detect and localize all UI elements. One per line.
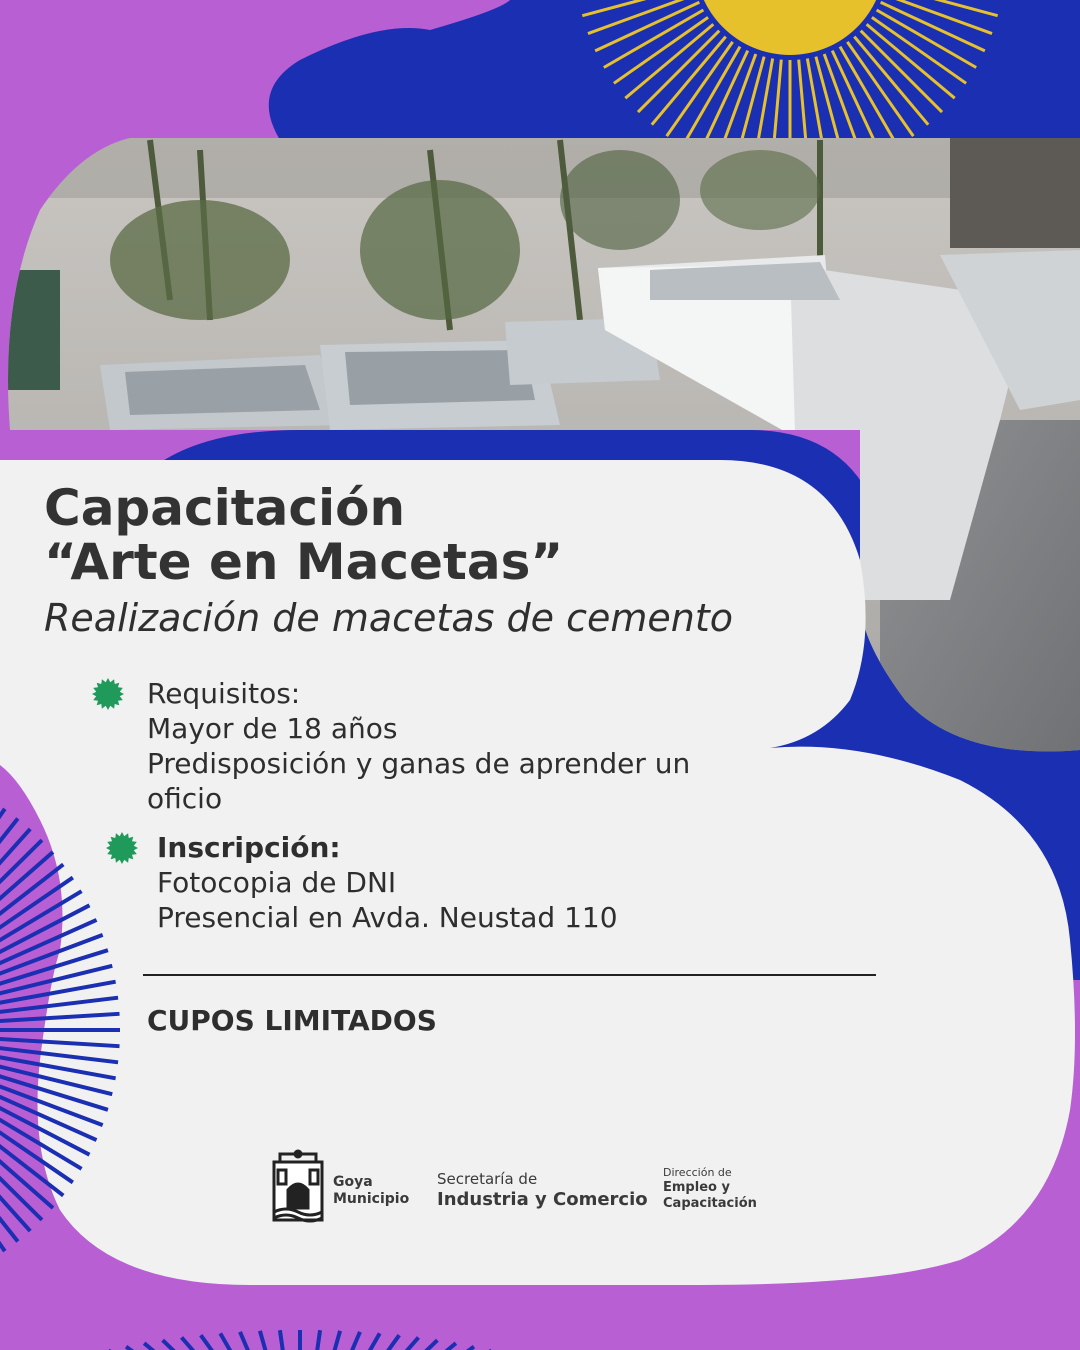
starburst-bullet-icon bbox=[106, 832, 138, 864]
inscripcion-heading: Inscripción: bbox=[157, 831, 341, 864]
requisitos-section bbox=[147, 676, 690, 816]
direccion-name-2: Capacitación bbox=[663, 1196, 757, 1211]
divider bbox=[143, 974, 876, 976]
secretaria-logo bbox=[437, 1170, 648, 1211]
cupos-limitados-notice: CUPOS LIMITADOS bbox=[147, 1004, 437, 1037]
inscripcion-item: Fotocopia de DNI bbox=[157, 866, 397, 899]
starburst-bullet-icon bbox=[92, 678, 124, 710]
requisito-item: oficio bbox=[147, 782, 223, 815]
requisito-item: Predisposición y ganas de aprender un bbox=[147, 747, 691, 780]
requisito-item: Mayor de 18 años bbox=[147, 712, 398, 745]
secretaria-name: Industria y Comercio bbox=[437, 1189, 648, 1210]
goya-municipio: Municipio bbox=[333, 1191, 410, 1207]
subtitle: Realización de macetas de cemento bbox=[44, 596, 733, 640]
direccion-label: Dirección de bbox=[663, 1166, 732, 1179]
goya-name: Goya bbox=[333, 1174, 373, 1190]
goya-building-icon bbox=[274, 1151, 322, 1221]
title-line-1: Capacitación bbox=[44, 479, 406, 537]
direccion-logo bbox=[663, 1165, 757, 1212]
direccion-name-1: Empleo y bbox=[663, 1180, 730, 1195]
title-line-2: “Arte en Macetas” bbox=[44, 533, 564, 591]
secretaria-label: Secretaría de bbox=[437, 1170, 538, 1188]
inscripcion-item: Presencial en Avda. Neustad 110 bbox=[157, 901, 618, 934]
requisitos-heading: Requisitos: bbox=[147, 677, 301, 710]
inscripcion-section bbox=[157, 830, 618, 935]
goya-logo-text bbox=[333, 1174, 409, 1208]
